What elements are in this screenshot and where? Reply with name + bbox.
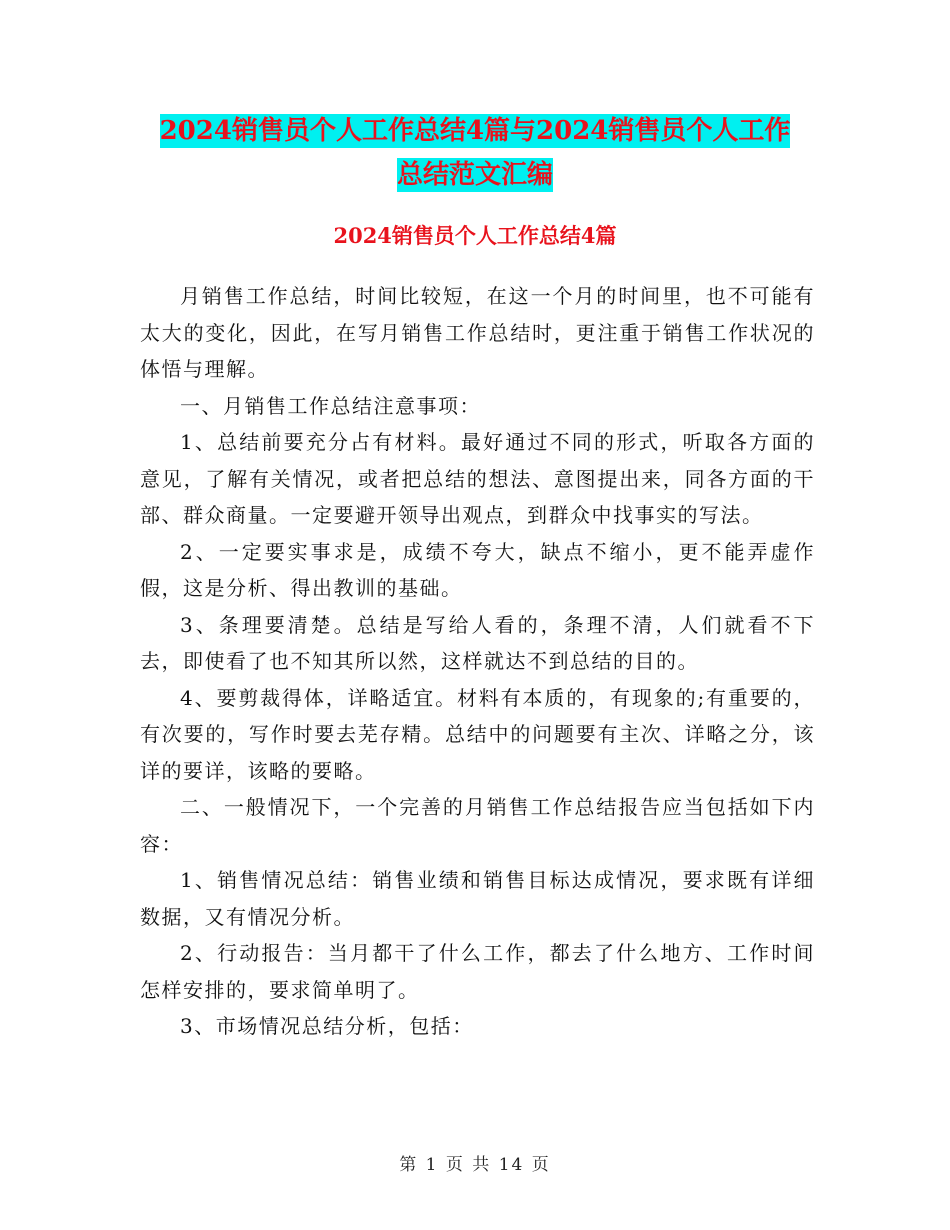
paragraph: 二、一般情况下，一个完善的月销售工作总结报告应当包括如下内容：: [140, 795, 815, 856]
section-heading: 2024销售员个人工作总结4篇: [333, 223, 617, 248]
paragraph: 1、销售情况总结：销售业绩和销售目标达成情况，要求既有详细数据，又有情况分析。: [140, 868, 815, 929]
paragraph: 4、要剪裁得体，详略适宜。材料有本质的，有现象的;有重要的，有次要的，写作时要去芜存精。总结中的问题要有主次、详略之分，该详的要详，该略的要略。: [140, 685, 815, 783]
document-title-text-1: 2024销售员个人工作总结4篇与2024销售员个人工作: [159, 116, 791, 146]
paragraph: 月销售工作总结，时间比较短，在这一个月的时间里，也不可能有太大的变化，因此，在写月销售工作总结时，更注重于销售工作状况的体悟与理解。: [140, 284, 815, 381]
document-title-text-2: 总结范文汇编: [396, 160, 553, 190]
paragraph: 2、一定要实事求是，成绩不夸大，缺点不缩小，更不能弄虚作假，这是分析、得出教训的基础。: [140, 539, 815, 600]
document-title-line-1: [0, 106, 950, 156]
paragraph: 3、市场情况总结分析，包括：: [180, 1014, 474, 1038]
paragraph: 一、月销售工作总结注意事项：: [180, 393, 481, 418]
body-text: [140, 278, 815, 1045]
paragraph: 3、条理要清楚。总结是写给人看的，条理不清，人们就看不下去，即使看了也不知其所以然，这样就达不到总结的目的。: [140, 612, 815, 673]
paragraph: 2、行动报告：当月都干了什么工作，都去了什么地方、工作时间怎样安排的，要求简单明了。: [140, 941, 815, 1002]
paragraph: 1、总结前要充分占有材料。最好通过不同的形式，听取各方面的意见，了解有关情况，或者把总结的想法、意图提出来，同各方面的干部、群众商量。一定要避开领导出观点，到群众中找事实的写法。: [140, 430, 815, 527]
page-number-footer: 第 1 页 共 14 页: [399, 1155, 551, 1175]
document-title-line-2: [0, 150, 950, 200]
